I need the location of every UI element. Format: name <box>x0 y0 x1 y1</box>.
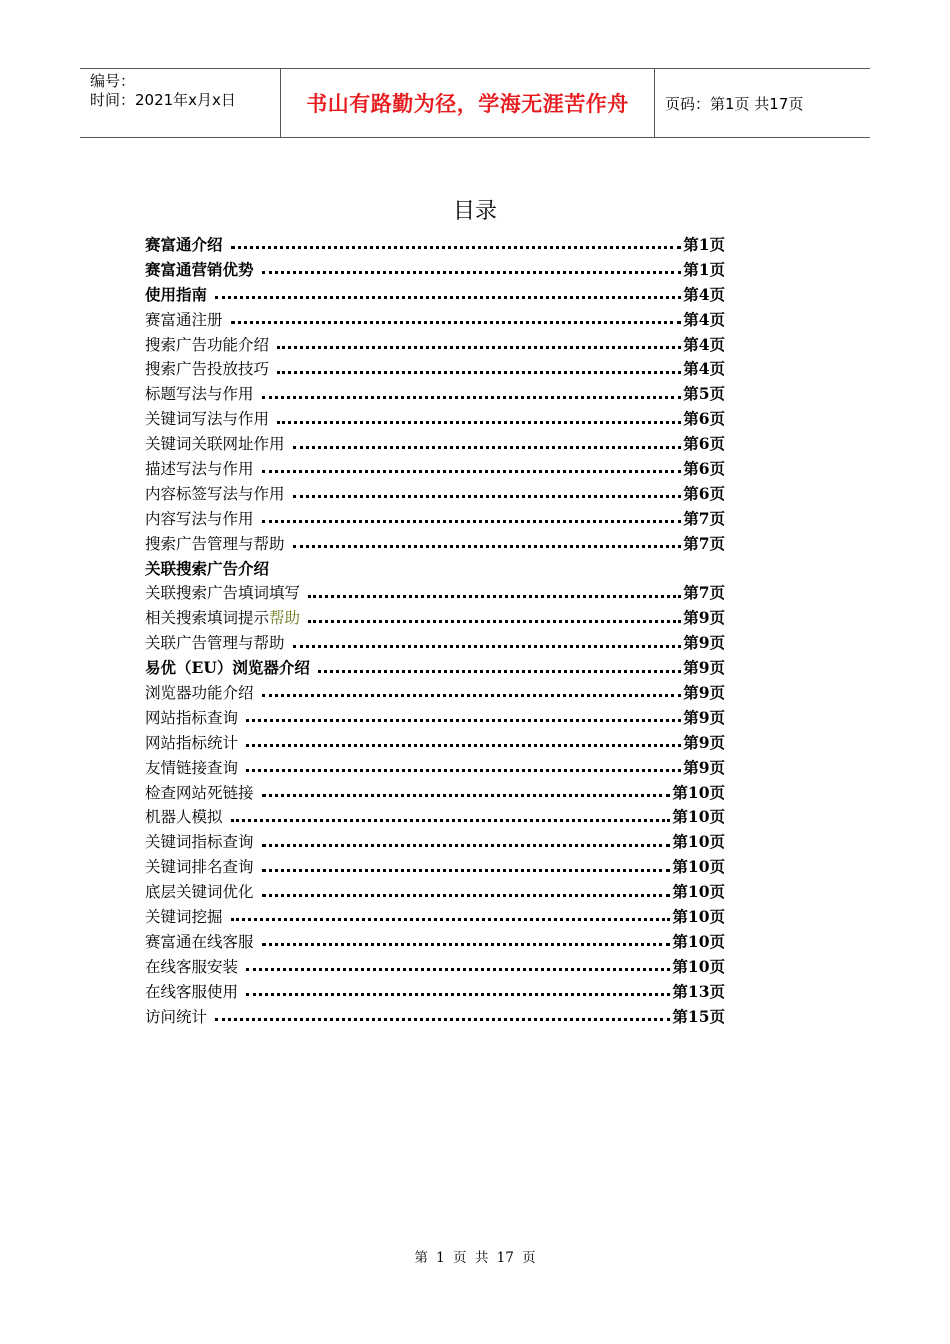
toc-entry-label <box>145 905 223 930</box>
toc-entry[interactable] <box>145 606 725 631</box>
toc-entry[interactable] <box>145 482 725 507</box>
toc-entry[interactable] <box>145 382 725 407</box>
toc-leader-dots <box>262 270 682 274</box>
toc-leader-dots <box>293 494 682 498</box>
toc-entry-page: 第6页 <box>683 459 725 479</box>
toc-leader-dots <box>262 793 671 797</box>
toc-entry-highlight: 帮助 <box>269 609 301 628</box>
toc-entry-page: 第5页 <box>683 384 725 404</box>
toc-entry[interactable] <box>145 258 725 283</box>
toc-leader-dots <box>231 917 671 921</box>
toc-entry[interactable] <box>145 905 725 930</box>
toc-leader-dots <box>215 295 681 299</box>
toc-entry-text: 浏览器功能介绍 <box>145 684 254 703</box>
toc-entry-text: 关键词指标查询 <box>145 833 254 852</box>
toc-entry-label <box>145 731 238 756</box>
toc-entry-text: 网站指标查询 <box>145 708 239 727</box>
table-of-contents <box>145 233 725 1030</box>
toc-entry[interactable] <box>145 980 725 1005</box>
toc-entry[interactable] <box>145 631 725 656</box>
toc-entry-page: 第7页 <box>683 583 725 603</box>
toc-entry[interactable] <box>145 283 725 308</box>
toc-entry[interactable] <box>145 855 725 880</box>
toc-entry[interactable] <box>145 955 725 980</box>
toc-entry-page: 第6页 <box>683 483 725 503</box>
toc-entry-page: 第15页 <box>672 1006 725 1026</box>
toc-leader-dots <box>277 420 681 424</box>
toc-leader-dots <box>277 370 681 374</box>
toc-entry-text: 标题写法与作用 <box>145 385 254 404</box>
toc-entry[interactable] <box>145 557 725 582</box>
toc-entry-text: 网站指标统计 <box>145 733 239 752</box>
toc-entry-page: 第9页 <box>683 633 725 653</box>
toc-entry-label <box>145 482 285 507</box>
toc-entry-text: 关键词写法与作用 <box>145 410 270 429</box>
toc-entry[interactable] <box>145 507 725 532</box>
page-header <box>80 68 870 138</box>
toc-entry-text: 底层关键词优化 <box>145 883 254 902</box>
toc-entry-label <box>145 532 285 557</box>
toc-entry-label <box>145 656 310 681</box>
toc-entry-page: 第9页 <box>683 683 725 703</box>
toc-leader-dots <box>231 320 682 324</box>
toc-entry-label <box>145 830 254 855</box>
toc-entry-label <box>145 930 254 955</box>
toc-entry-text: 关联搜索广告填词填写 <box>145 584 301 603</box>
toc-entry-label <box>145 507 254 532</box>
toc-entry[interactable] <box>145 805 725 830</box>
toc-entry-label <box>145 855 254 880</box>
toc-entry[interactable] <box>145 880 725 905</box>
toc-entry-page: 第10页 <box>672 832 725 852</box>
toc-entry-label <box>145 357 269 382</box>
toc-entry-label <box>145 432 285 457</box>
toc-entry-label <box>145 706 238 731</box>
toc-entry-text: 关联广告管理与帮助 <box>145 634 285 653</box>
toc-entry-page: 第9页 <box>683 608 725 628</box>
toc-entry[interactable] <box>145 830 725 855</box>
toc-entry-text: 赛富通介绍 <box>145 235 223 254</box>
toc-entry[interactable] <box>145 930 725 955</box>
toc-entry-text: 关键词挖掘 <box>145 908 223 927</box>
toc-leader-dots <box>215 1017 670 1021</box>
toc-entry[interactable] <box>145 357 725 382</box>
toc-entry-page: 第4页 <box>683 359 725 379</box>
toc-entry-text: 赛富通注册 <box>145 310 223 329</box>
toc-entry-page: 第10页 <box>672 782 725 802</box>
toc-leader-dots <box>293 644 682 648</box>
toc-entry-label <box>145 407 269 432</box>
toc-entry-page: 第6页 <box>683 434 725 454</box>
toc-entry-page: 第10页 <box>672 857 725 877</box>
page-footer: 第 1 页 共 17 页 <box>414 1250 536 1266</box>
toc-entry[interactable] <box>145 233 725 258</box>
toc-leader-dots <box>262 893 671 897</box>
toc-entry-text: 搜索广告管理与帮助 <box>145 534 285 553</box>
toc-entry-label <box>145 1005 207 1030</box>
toc-entry-page: 第9页 <box>683 658 725 678</box>
toc-entry-page: 第7页 <box>683 533 725 553</box>
toc-entry-label <box>145 333 269 358</box>
toc-leader-dots <box>246 992 670 996</box>
toc-entry-page: 第1页 <box>683 235 725 254</box>
toc-leader-dots <box>231 818 671 822</box>
toc-entry-label <box>145 880 254 905</box>
header-meta <box>80 69 281 137</box>
toc-entry[interactable] <box>145 781 725 806</box>
toc-entry-page: 第9页 <box>683 732 725 752</box>
toc-entry[interactable] <box>145 457 725 482</box>
toc-entry-label <box>145 980 238 1005</box>
toc-entry-page: 第7页 <box>683 508 725 528</box>
toc-entry-page: 第4页 <box>683 334 725 354</box>
toc-entry-label <box>145 756 238 781</box>
toc-entry-label <box>145 283 207 308</box>
toc-leader-dots <box>262 519 682 523</box>
toc-entry-label <box>145 233 223 258</box>
toc-entry-text: 检查网站死链接 <box>145 783 254 802</box>
toc-entry-text: 在线客服使用 <box>145 982 239 1001</box>
toc-entry[interactable] <box>145 656 725 681</box>
toc-entry-text: 内容标签写法与作用 <box>145 484 285 503</box>
toc-entry[interactable] <box>145 333 725 358</box>
toc-entry-text: 赛富通营销优势 <box>145 259 254 279</box>
toc-entry-text: 相关搜索填词提示 <box>145 609 270 628</box>
toc-entry-label <box>145 606 300 631</box>
toc-leader-dots <box>308 619 681 623</box>
toc-entry[interactable] <box>145 407 725 432</box>
toc-entry-text: 易优（EU）浏览器介绍 <box>145 658 310 678</box>
toc-entry[interactable] <box>145 756 725 781</box>
toc-entry-page: 第9页 <box>683 707 725 727</box>
toc-leader-dots <box>293 544 682 548</box>
toc-leader-dots <box>308 594 681 598</box>
toc-entry-text: 关联搜索广告介绍 <box>145 558 270 578</box>
toc-entry-text: 搜索广告投放技巧 <box>145 360 270 379</box>
toc-title: 目录 <box>452 199 497 224</box>
toc-entry[interactable] <box>145 532 725 557</box>
header-page-info: 页码：第1页 共17页 <box>665 94 804 113</box>
toc-entry-page: 第10页 <box>672 907 725 927</box>
toc-entry[interactable] <box>145 432 725 457</box>
toc-entry-text: 使用指南 <box>145 284 208 304</box>
toc-entry-label <box>145 955 238 980</box>
toc-entry[interactable] <box>145 1005 725 1030</box>
toc-entry-page: 第9页 <box>683 757 725 777</box>
toc-entry-label <box>145 681 254 706</box>
toc-entry-text: 机器人模拟 <box>145 808 223 827</box>
toc-leader-dots <box>246 967 670 971</box>
toc-entry-label <box>145 382 254 407</box>
toc-entry[interactable] <box>145 581 725 606</box>
toc-leader-dots <box>277 345 681 349</box>
toc-entry[interactable] <box>145 308 725 333</box>
toc-leader-dots <box>246 768 681 772</box>
toc-leader-dots <box>262 942 671 946</box>
toc-entry-label <box>145 457 254 482</box>
toc-entry-label <box>145 258 254 283</box>
toc-entry-text: 搜索广告功能介绍 <box>145 335 270 354</box>
toc-entry-text: 关键词关联网址作用 <box>145 435 285 454</box>
toc-entry-label <box>145 631 285 656</box>
toc-entry-text: 友情链接查询 <box>145 758 239 777</box>
toc-leader-dots <box>246 743 681 747</box>
toc-entry[interactable] <box>145 706 725 731</box>
toc-leader-dots <box>262 693 682 697</box>
toc-entry-text: 关键词排名查询 <box>145 858 254 877</box>
toc-entry-text: 在线客服安装 <box>145 957 239 976</box>
toc-entry-page: 第6页 <box>683 409 725 429</box>
toc-entry-label <box>145 805 223 830</box>
toc-leader-dots <box>262 395 682 399</box>
toc-entry-page: 第4页 <box>683 309 725 329</box>
document-time-label: 时间：2021年x月x日 <box>90 91 236 109</box>
header-motto: 书山有路勤为径，学海无涯苦作舟 <box>281 69 655 137</box>
toc-entry-label <box>145 308 223 333</box>
toc-entry[interactable] <box>145 681 725 706</box>
document-number-label: 编号： <box>90 72 136 90</box>
toc-leader-dots <box>262 469 682 473</box>
toc-entry-text: 内容写法与作用 <box>145 509 254 528</box>
toc-leader-dots <box>318 669 681 673</box>
toc-entry-text: 描述写法与作用 <box>145 460 254 479</box>
toc-leader-dots <box>293 445 682 449</box>
toc-entry-page: 第1页 <box>683 259 725 279</box>
toc-entry-page: 第10页 <box>672 956 725 976</box>
toc-entry-text: 访问统计 <box>145 1007 208 1026</box>
toc-entry-text: 赛富通在线客服 <box>145 932 254 951</box>
toc-entry-page: 第10页 <box>672 931 725 951</box>
toc-leader-dots <box>246 718 681 722</box>
toc-entry-page: 第13页 <box>672 981 725 1001</box>
toc-entry-page: 第4页 <box>683 284 725 304</box>
toc-entry[interactable] <box>145 731 725 756</box>
toc-leader-dots <box>262 868 671 872</box>
toc-leader-dots <box>262 843 671 847</box>
toc-leader-dots <box>231 245 682 249</box>
toc-entry-label <box>145 781 254 806</box>
toc-entry-page: 第10页 <box>672 807 725 827</box>
toc-entry-label <box>145 557 269 582</box>
toc-entry-page: 第10页 <box>672 882 725 902</box>
toc-entry-label <box>145 581 300 606</box>
